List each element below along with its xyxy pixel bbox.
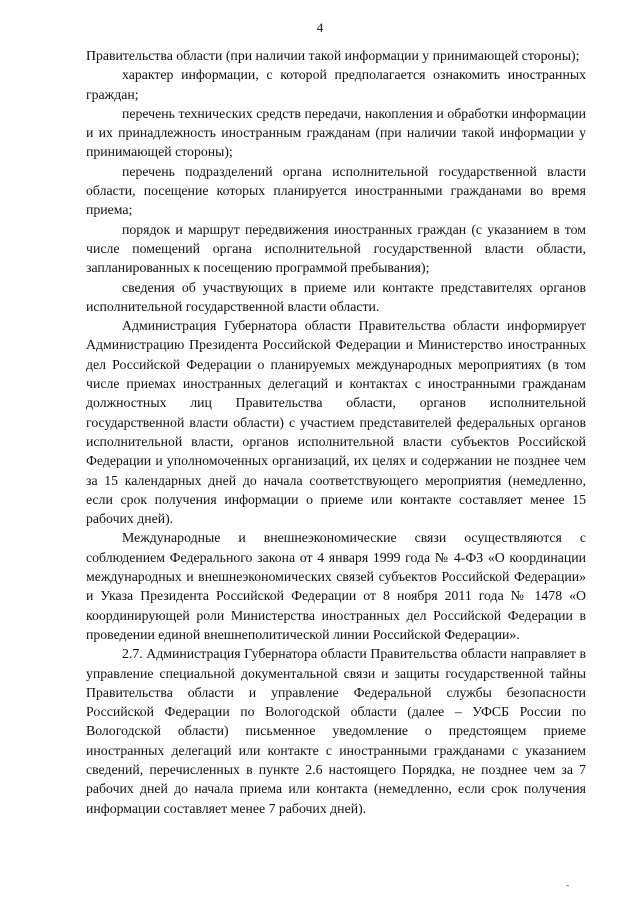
paragraph: характер информации, с которой предполагается ознакомить иностранных граждан; xyxy=(86,67,586,102)
paragraph: 2.7. Администрация Губернатора области Правительства области направляет в управление специальной документальной связи и защиты государственной тайны Правительства области и управление Федеральной службы безопасности Российской Федерации по Вологодской области (далее – УФСБ России по Вологодской области) письменное уведомление о предстоящем приеме иностранных делегаций или контакте с иностранными гражданами с указанием сведений, перечисленных в пункте 2.6 настоящего Порядка, не позднее чем за 7 рабочих дней до начала приема или контакта (немедленно, если срок получения информации составляет менее 7 рабочих дней). xyxy=(86,646,586,816)
paragraph: перечень технических средств передачи, накопления и обработки информации и их принадлежность иностранным гражданам (при наличии такой информации у принимающей стороны); xyxy=(86,105,586,160)
page-number: 4 xyxy=(316,20,324,35)
paragraph: Правительства области (при наличии такой информации у принимающей стороны); xyxy=(86,48,580,63)
paragraph: сведения об участвующих в приеме или контакте представителях органов исполнительной государственной власти области. xyxy=(86,279,586,314)
paragraph: перечень подразделений органа исполнительной государственной власти области, посещение которых планируется иностранными гражданами во время приема; xyxy=(86,163,586,218)
paragraph: порядок и маршрут передвижения иностранных граждан (с указанием в том числе помещений органа исполнительной государственной власти области, запланированных к посещению программой пребывания); xyxy=(86,221,586,276)
paragraph: Международные и внешнеэкономические связи осуществляются с соблюдением Федерального закона от 4 января 1999 года № 4-ФЗ «О координации международных и внешнеэкономических связей субъектов Российской Федерации» и Указа Президента Российской Федерации от 8 ноября 2011 года № 1478 «О координирующей роли Министерства иностранных дел Российской Федерации в проведении единой внешнеполитической линии Российской Федерации». xyxy=(86,530,586,642)
document-body xyxy=(86,46,586,818)
corner-mark: ‐ xyxy=(566,880,570,891)
paragraph: Администрация Губернатора области Правительства области информирует Администрацию Президента Российской Федерации и Министерство иностранных дел Российской Федерации о планируемых международных мероприятиях (в том числе приемах иностранных делегаций и контактах с иностранными гражданам должностных лиц Правительства области, органов исполнительной государственной власти области) с участием представителей федеральных органов исполнительной власти, органов исполнительной власти субъектов Российской Федерации и уполномоченных организаций, их целях и содержании не позднее чем за 15 календарных дней до начала соответствующего мероприятия (немедленно, если срок получения информации о приеме или контакте составляет менее 15 рабочих дней). xyxy=(86,318,586,527)
